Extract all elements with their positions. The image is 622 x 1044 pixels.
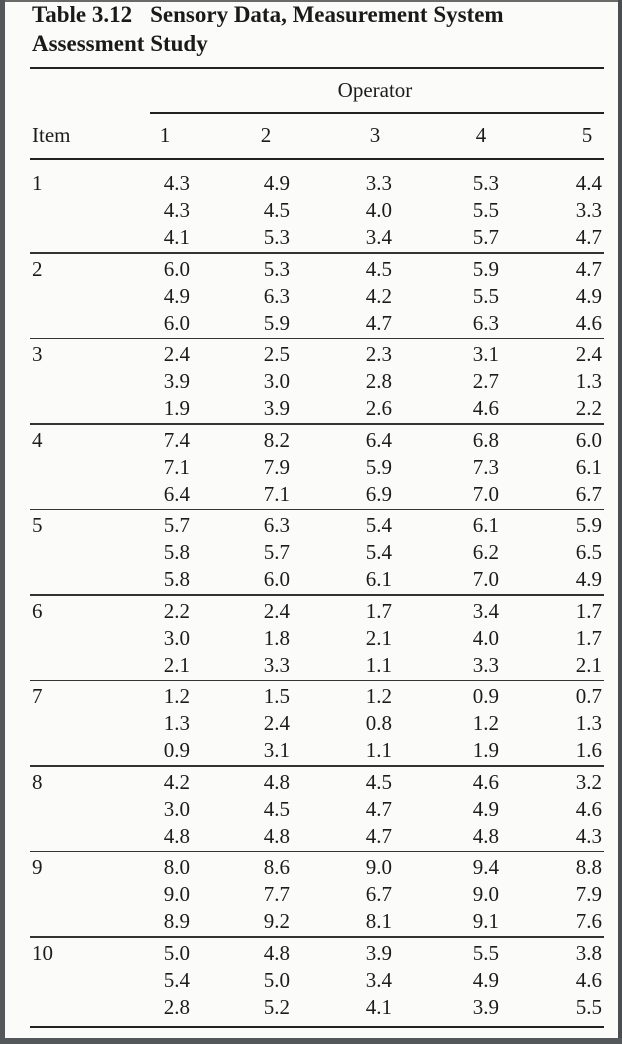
- item-label: 9: [32, 855, 43, 879]
- table-cell: 3.1: [472, 342, 499, 366]
- table-cell: 3.3: [365, 171, 392, 195]
- group-rule: [30, 338, 604, 340]
- table-cell: 4.6: [575, 967, 602, 992]
- table-cell: 6.4: [163, 481, 190, 506]
- table-cell: 5.2: [263, 994, 290, 1019]
- table-cell: 7.0: [472, 481, 499, 506]
- table-cell: 4.1: [365, 994, 392, 1019]
- table-cell: 4.8: [263, 823, 290, 848]
- table-cell: 7.9: [263, 454, 290, 479]
- table-cell: 4.1: [163, 225, 190, 249]
- table-cell: 5.5: [575, 994, 602, 1019]
- table-cell: 4.7: [365, 823, 392, 848]
- table-cell: 4.6: [575, 310, 602, 335]
- table-cell: 3.0: [163, 796, 190, 821]
- page-edge-left: [0, 0, 5, 1044]
- table-cell: 9.0: [163, 882, 190, 906]
- item-label: 1: [32, 171, 43, 195]
- table-cell: 3.2: [575, 769, 602, 794]
- table-cell: 8.8: [575, 855, 602, 879]
- table-cell: 7.9: [575, 882, 602, 906]
- bottom-rule: [30, 1026, 604, 1028]
- table-cell: 1.7: [575, 598, 602, 623]
- table-cell: 0.8: [365, 711, 392, 735]
- group-rule: [30, 680, 604, 682]
- table-cell: 9.0: [365, 855, 392, 879]
- table-cell: 5.9: [365, 454, 392, 479]
- table-cell: 6.5: [575, 540, 602, 564]
- operator-column-header-1: 1: [159, 123, 171, 147]
- table-cell: 4.0: [365, 198, 392, 222]
- table-cell: 1.3: [163, 711, 190, 735]
- table-cell: 5.7: [163, 513, 190, 537]
- table-cell: 0.7: [575, 684, 602, 708]
- table-cell: 5.9: [575, 513, 602, 537]
- table-cell: 5.0: [263, 967, 290, 992]
- group-rule: [30, 851, 604, 853]
- table-cell: 5.3: [472, 171, 499, 195]
- table-cell: 1.7: [575, 625, 602, 650]
- table-cell: 1.1: [365, 738, 392, 762]
- table-cell: 9.2: [263, 909, 290, 933]
- table-cell: 3.3: [263, 652, 290, 677]
- table-cell: 8.0: [163, 855, 190, 879]
- table-cell: 8.2: [263, 427, 290, 452]
- table-cell: 5.4: [163, 967, 190, 992]
- table-cell: 6.8: [472, 427, 499, 452]
- table-cell: 8.6: [263, 855, 290, 879]
- table-cell: 6.3: [263, 283, 290, 308]
- table-cell: 6.0: [163, 310, 190, 335]
- table-cell: 3.9: [472, 994, 499, 1019]
- table-cell: 3.9: [163, 369, 190, 393]
- table-title-text: Sensory Data, Measurement System: [150, 2, 504, 27]
- table-cell: 7.0: [472, 567, 499, 591]
- table-cell: 3.9: [365, 940, 392, 965]
- item-label: 8: [32, 769, 43, 794]
- table-cell: 3.1: [263, 738, 290, 762]
- table-cell: 5.9: [263, 310, 290, 335]
- table-cell: 6.7: [575, 481, 602, 506]
- table-cell: 2.4: [263, 598, 290, 623]
- table-cell: 6.4: [365, 427, 392, 452]
- table-cell: 4.6: [472, 396, 499, 420]
- table-cell: 1.2: [472, 711, 499, 735]
- table-cell: 4.4: [575, 171, 602, 195]
- table-cell: 2.8: [365, 369, 392, 393]
- table-cell: 2.2: [575, 396, 602, 420]
- table-cell: 1.7: [365, 598, 392, 623]
- group-rule: [30, 252, 604, 254]
- table-cell: 7.3: [472, 454, 499, 479]
- table-cell: 5.5: [472, 940, 499, 965]
- table-cell: 2.4: [163, 342, 190, 366]
- table-cell: 4.6: [575, 796, 602, 821]
- table-cell: 5.3: [263, 256, 290, 281]
- table-cell: 5.8: [163, 540, 190, 564]
- operator-column-header-4: 4: [475, 123, 487, 147]
- table-cell: 3.4: [365, 225, 392, 249]
- table-cell: 8.1: [365, 909, 392, 933]
- table-cell: 3.4: [472, 598, 499, 623]
- table-cell: 1.2: [365, 684, 392, 708]
- table-cell: 4.9: [163, 283, 190, 308]
- group-rule: [30, 594, 604, 596]
- group-rule: [30, 423, 604, 425]
- group-rule: [30, 936, 604, 938]
- table-cell: 0.9: [472, 684, 499, 708]
- table-cell: 1.9: [163, 396, 190, 420]
- table-cell: 3.4: [365, 967, 392, 992]
- table-cell: 3.0: [163, 625, 190, 650]
- table-cell: 5.5: [472, 198, 499, 222]
- table-cell: 2.1: [575, 652, 602, 677]
- table-cell: 5.5: [472, 283, 499, 308]
- table-cell: 6.9: [365, 481, 392, 506]
- table-cell: 2.1: [365, 625, 392, 650]
- table-cell: 3.0: [263, 369, 290, 393]
- operator-rule: [150, 112, 604, 114]
- table-cell: 4.2: [163, 769, 190, 794]
- table-number: Table 3.12: [32, 2, 133, 27]
- table-cell: 4.3: [163, 198, 190, 222]
- page-edge-bottom: [0, 1038, 622, 1044]
- table-cell: 9.0: [472, 882, 499, 906]
- table-cell: 2.5: [263, 342, 290, 366]
- operator-column-header-3: 3: [369, 123, 381, 147]
- table-cell: 7.4: [163, 427, 190, 452]
- top-rule: [30, 67, 604, 69]
- table-cell: 2.6: [365, 396, 392, 420]
- table-cell: 4.8: [263, 769, 290, 794]
- table-cell: 1.3: [575, 369, 602, 393]
- page-edge-right: [618, 0, 622, 1044]
- table-cell: 4.7: [365, 796, 392, 821]
- item-label: 7: [32, 684, 43, 708]
- table-cell: 4.7: [365, 310, 392, 335]
- table-cell: 6.1: [575, 454, 602, 479]
- table-cell: 6.0: [575, 427, 602, 452]
- table-cell: 7.1: [263, 481, 290, 506]
- table-cell: 6.0: [163, 256, 190, 281]
- item-label: 6: [32, 598, 43, 623]
- table-cell: 5.7: [263, 540, 290, 564]
- table-cell: 3.9: [263, 396, 290, 420]
- table-cell: 6.7: [365, 882, 392, 906]
- table-cell: 8.9: [163, 909, 190, 933]
- table-cell: 4.8: [263, 940, 290, 965]
- table-cell: 2.1: [163, 652, 190, 677]
- group-rule: [30, 509, 604, 511]
- table-cell: 1.6: [575, 738, 602, 762]
- table-cell: 6.2: [472, 540, 499, 564]
- table-cell: 4.5: [365, 256, 392, 281]
- table-cell: 4.5: [263, 198, 290, 222]
- table-title-line1: [32, 0, 602, 29]
- table-cell: 6.3: [263, 513, 290, 537]
- table-title: [32, 0, 602, 58]
- table-cell: 6.0: [263, 567, 290, 591]
- item-label: 2: [32, 256, 43, 281]
- table-cell: 6.1: [472, 513, 499, 537]
- table-cell: 0.9: [163, 738, 190, 762]
- table-cell: 1.1: [365, 652, 392, 677]
- table-cell: 2.3: [365, 342, 392, 366]
- table-cell: 2.7: [472, 369, 499, 393]
- table-cell: 4.3: [575, 823, 602, 848]
- table-cell: 1.8: [263, 625, 290, 650]
- table-cell: 1.5: [263, 684, 290, 708]
- table-cell: 4.9: [263, 171, 290, 195]
- table-cell: 4.5: [263, 796, 290, 821]
- table-cell: 5.0: [163, 940, 190, 965]
- table-cell: 6.1: [365, 567, 392, 591]
- group-rule: [30, 765, 604, 767]
- header-rule: [30, 158, 604, 160]
- table-title-line2: Assessment Study: [32, 31, 208, 56]
- table-cell: 7.6: [575, 909, 602, 933]
- table-cell: 4.7: [575, 256, 602, 281]
- table-cell: 4.9: [472, 796, 499, 821]
- table-cell: 5.8: [163, 567, 190, 591]
- item-label: 10: [32, 940, 53, 965]
- table-cell: 3.8: [575, 940, 602, 965]
- table-cell: 4.5: [365, 769, 392, 794]
- table-cell: 6.3: [472, 310, 499, 335]
- table-cell: 4.9: [472, 967, 499, 992]
- table-cell: 4.6: [472, 769, 499, 794]
- table-cell: 1.3: [575, 711, 602, 735]
- table-cell: 9.1: [472, 909, 499, 933]
- table-cell: 4.9: [575, 283, 602, 308]
- table-cell: 2.4: [263, 711, 290, 735]
- table-cell: 4.8: [472, 823, 499, 848]
- table-cell: 4.0: [472, 625, 499, 650]
- table-cell: 9.4: [472, 855, 499, 879]
- table-cell: 1.9: [472, 738, 499, 762]
- table-cell: 2.8: [163, 994, 190, 1019]
- table-cell: 5.3: [263, 225, 290, 249]
- operator-column-header-2: 2: [260, 123, 272, 147]
- item-label: 4: [32, 427, 43, 452]
- operator-header: Operator: [337, 78, 413, 102]
- table-cell: 5.4: [365, 513, 392, 537]
- operator-column-header-5: 5: [581, 123, 593, 147]
- table-cell: 4.2: [365, 283, 392, 308]
- table-cell: 5.7: [472, 225, 499, 249]
- table-cell: 5.4: [365, 540, 392, 564]
- table-cell: 4.7: [575, 225, 602, 249]
- table-cell: 7.7: [263, 882, 290, 906]
- item-label: 3: [32, 342, 43, 366]
- item-header: Item: [32, 123, 71, 147]
- table-cell: 4.8: [163, 823, 190, 848]
- table-cell: 2.4: [575, 342, 602, 366]
- table-cell: 5.9: [472, 256, 499, 281]
- table-cell: 4.3: [163, 171, 190, 195]
- table-cell: 1.2: [163, 684, 190, 708]
- table-cell: 4.9: [575, 567, 602, 591]
- table-cell: 3.3: [472, 652, 499, 677]
- table-cell: 7.1: [163, 454, 190, 479]
- table-cell: 2.2: [163, 598, 190, 623]
- item-label: 5: [32, 513, 43, 537]
- table-cell: 3.3: [575, 198, 602, 222]
